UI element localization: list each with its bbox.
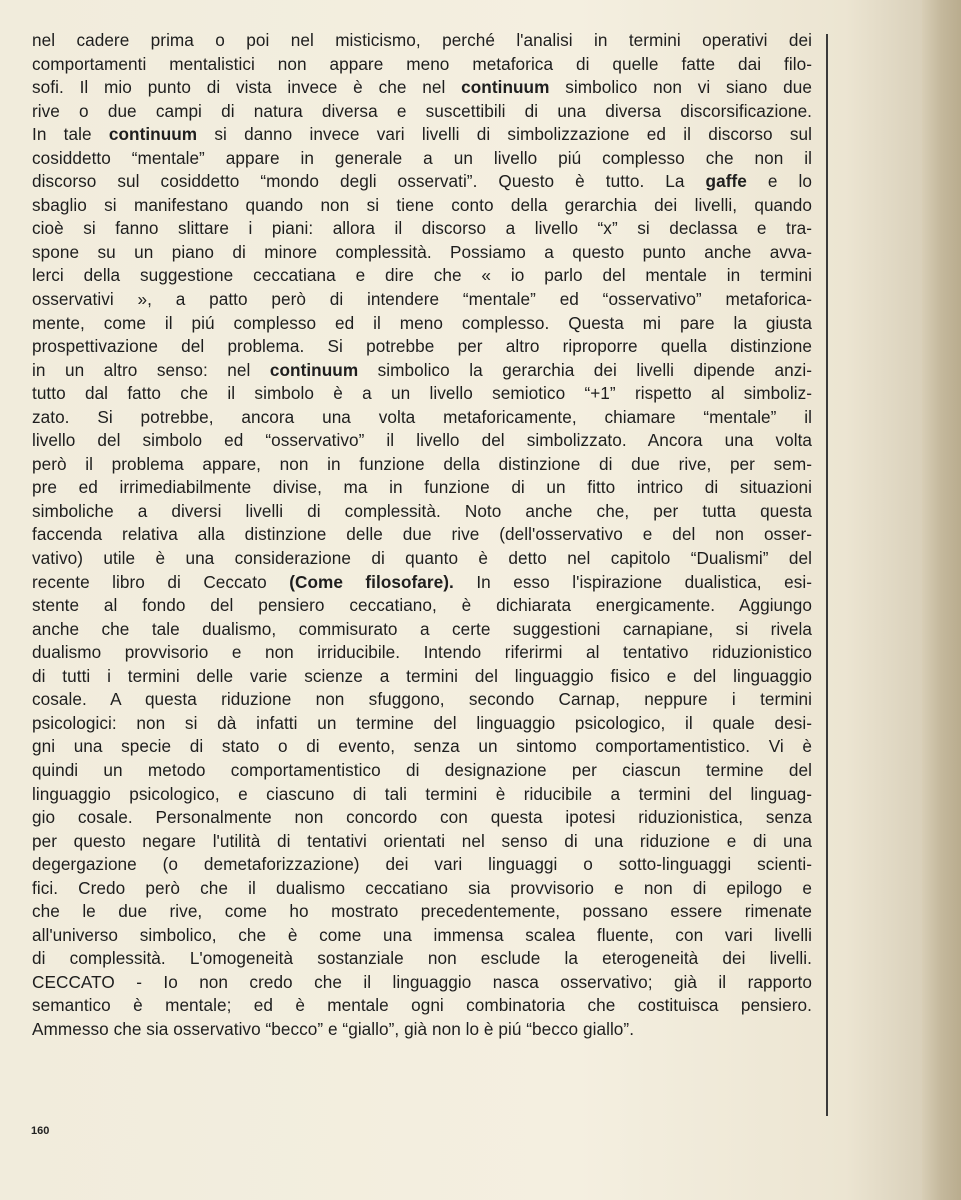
bold-term: (Come filosofare). bbox=[289, 571, 454, 592]
text-run: simbolico non vi siano due bbox=[549, 77, 813, 98]
text-run: In tale bbox=[32, 124, 109, 145]
text-line bbox=[32, 523, 812, 547]
body-text bbox=[32, 29, 812, 1042]
text-run: livello del simbolo ed “osservativo” il livello del simbolizzato. Ancora una volta bbox=[32, 430, 812, 451]
bold-term: gaffe bbox=[705, 171, 747, 192]
margin-rule bbox=[826, 34, 828, 1116]
text-run: zato. Si potrebbe, ancora una volta metaforicamente, chiamare “mentale” il bbox=[32, 406, 812, 427]
text-line bbox=[32, 217, 812, 241]
text-line bbox=[32, 29, 812, 53]
text-run: quindi un metodo comportamentistico di designazione per ciascun termine del bbox=[32, 759, 812, 780]
text-run: In esso l'ispirazione dualistica, esi- bbox=[453, 571, 812, 592]
bold-term: continuum bbox=[269, 359, 359, 380]
text-run: di complessità. L'omogeneità sostanziale non esclude la eterogeneità dei livelli. bbox=[32, 948, 812, 969]
text-run: lerci della suggestione ceccatiana e dire che « io parlo del mentale in termini bbox=[32, 265, 812, 286]
text-line bbox=[32, 76, 812, 100]
text-run: faccenda relativa alla distinzione delle due rive (dell'osservativo e del non osser- bbox=[32, 524, 812, 545]
text-line bbox=[32, 594, 812, 618]
text-run: psicologici: non si dà infatti un termine del linguaggio psicologico, il quale desi- bbox=[32, 712, 812, 733]
text-line bbox=[32, 735, 812, 759]
text-line bbox=[32, 1018, 812, 1042]
text-run: si danno invece vari livelli di simbolizzazione ed il discorso sul bbox=[197, 124, 812, 145]
text-line bbox=[32, 806, 812, 830]
text-run: semantico è mentale; ed è mentale ogni combinatoria che costituisca pensiero. bbox=[32, 995, 812, 1016]
text-line bbox=[32, 759, 812, 783]
text-line bbox=[32, 123, 812, 147]
bold-term: continuum bbox=[108, 124, 198, 145]
text-line bbox=[32, 618, 812, 642]
text-line bbox=[32, 382, 812, 406]
text-run: osservativi », a patto però di intendere “mentale” ed “osservativo” metaforica- bbox=[32, 289, 812, 310]
text-line bbox=[32, 53, 812, 77]
text-run: sbaglio si manifestano quando non si tiene conto della gerarchia dei livelli, quando bbox=[32, 194, 812, 215]
text-run: però il problema appare, non in funzione della distinzione di due rive, per sem- bbox=[32, 453, 812, 474]
text-run: per questo negare l'utilità di tentativi orientati nel senso di una riduzione e di una bbox=[32, 830, 812, 851]
text-line bbox=[32, 830, 812, 854]
text-run: pre ed irrimediabilmente divise, ma in funzione di un fitto intrico di situazioni bbox=[32, 477, 812, 498]
text-run: tutto dal fatto che il simbolo è a un livello semiotico “+1” rispetto al simboliz- bbox=[32, 383, 812, 404]
text-line bbox=[32, 406, 812, 430]
text-run: gni una specie di stato o di evento, senza un sintomo comportamentistico. Vi è bbox=[32, 736, 812, 757]
text-line bbox=[32, 665, 812, 689]
text-run: discorso sul cosiddetto “mondo degli osservati”. Questo è tutto. La bbox=[32, 171, 706, 192]
text-line bbox=[32, 170, 812, 194]
text-run: gio cosale. Personalmente non concordo con questa ipotesi riduzionistica, senza bbox=[32, 807, 812, 828]
text-line bbox=[32, 853, 812, 877]
text-line bbox=[32, 241, 812, 265]
text-line bbox=[32, 783, 812, 807]
text-line bbox=[32, 312, 812, 336]
text-run: mente, come il piú complesso ed il meno complesso. Questa mi pare la giusta bbox=[32, 312, 812, 333]
text-run: Ammesso che sia osservativo “becco” e “giallo”, già non lo è piú “becco giallo”. bbox=[32, 1018, 635, 1039]
text-line bbox=[32, 335, 812, 359]
text-run: cosiddetto “mentale” appare in generale a un livello piú complesso che non il bbox=[32, 147, 812, 168]
text-line bbox=[32, 547, 812, 571]
text-line bbox=[32, 947, 812, 971]
text-run: simbolico la gerarchia dei livelli dipende anzi- bbox=[358, 359, 812, 380]
text-line bbox=[32, 571, 812, 595]
text-line bbox=[32, 712, 812, 736]
text-run: e lo bbox=[746, 171, 812, 192]
text-run: CECCATO - Io non credo che il linguaggio nasca osservativo; già il rapporto bbox=[32, 971, 812, 992]
page-number: 160 bbox=[31, 1125, 50, 1137]
text-line bbox=[32, 688, 812, 712]
bold-term: continuum bbox=[461, 77, 550, 98]
text-line bbox=[32, 500, 812, 524]
text-run: in un altro senso: nel bbox=[32, 359, 270, 380]
text-run: cosale. A questa riduzione non sfuggono, secondo Carnap, neppure i termini bbox=[32, 689, 812, 710]
text-run: linguaggio psicologico, e ciascuno di tali termini è riducibile a termini del linguag- bbox=[32, 783, 812, 804]
text-run: recente libro di Ceccato bbox=[32, 571, 290, 592]
text-line bbox=[32, 359, 812, 383]
text-run: che le due rive, come ho mostrato precedentemente, possano essere rimenate bbox=[32, 901, 812, 922]
text-run: fici. Credo però che il dualismo ceccatiano sia provvisorio e non di epilogo e bbox=[32, 877, 812, 898]
text-run: prospettivazione del problema. Si potrebbe per altro riproporre quella distinzione bbox=[32, 336, 812, 357]
text-run: simboliche a diversi livelli di complessità. Noto anche che, per tutta questa bbox=[32, 500, 812, 521]
text-run: comportamenti mentalistici non appare meno metaforica di quelle fatte dai filo- bbox=[32, 53, 812, 74]
text-run: spone su un piano di minore complessità. Possiamo a questo punto anche avva- bbox=[32, 241, 812, 262]
text-run: cioè si fanno slittare i piani: allora il discorso a livello “x” si declassa e tra- bbox=[32, 218, 812, 239]
text-line bbox=[32, 641, 812, 665]
text-line bbox=[32, 288, 812, 312]
text-run: anche che tale dualismo, commisurato a certe suggestioni carnapiane, si rivela bbox=[32, 618, 812, 639]
text-line bbox=[32, 429, 812, 453]
text-run: all'universo simbolico, che è come una immensa scalea fluente, con vari livelli bbox=[32, 924, 812, 945]
text-run: stente al fondo del pensiero ceccatiano, è dichiarata energicamente. Aggiungo bbox=[32, 595, 812, 616]
text-line bbox=[32, 900, 812, 924]
text-run: nel cadere prima o poi nel misticismo, perché l'analisi in termini operativi dei bbox=[32, 30, 812, 50]
text-line bbox=[32, 994, 812, 1018]
text-line bbox=[32, 453, 812, 477]
text-line bbox=[32, 971, 812, 995]
text-line bbox=[32, 194, 812, 218]
book-gutter bbox=[922, 0, 961, 1200]
text-line bbox=[32, 877, 812, 901]
text-run: sofi. Il mio punto di vista invece è che nel bbox=[32, 77, 462, 98]
text-run: rive o due campi di natura diversa e suscettibili di una diversa discorsificazione. bbox=[32, 100, 812, 121]
text-line bbox=[32, 924, 812, 948]
text-line bbox=[32, 264, 812, 288]
text-run: dualismo provvisorio e non irriducibile. Intendo riferirmi al tentativo riduzionistico bbox=[32, 642, 812, 663]
text-run: di tutti i termini delle varie scienze a termini del linguaggio fisico e del linguaggio bbox=[32, 665, 812, 686]
text-run: vativo) utile è una considerazione di quanto è detto nel capitolo “Dualismi” del bbox=[32, 548, 812, 569]
text-line bbox=[32, 100, 812, 124]
text-run: degergazione (o demetaforizzazione) dei vari linguaggi o sotto-linguaggi scienti- bbox=[32, 854, 812, 875]
text-line bbox=[32, 147, 812, 171]
text-line bbox=[32, 476, 812, 500]
